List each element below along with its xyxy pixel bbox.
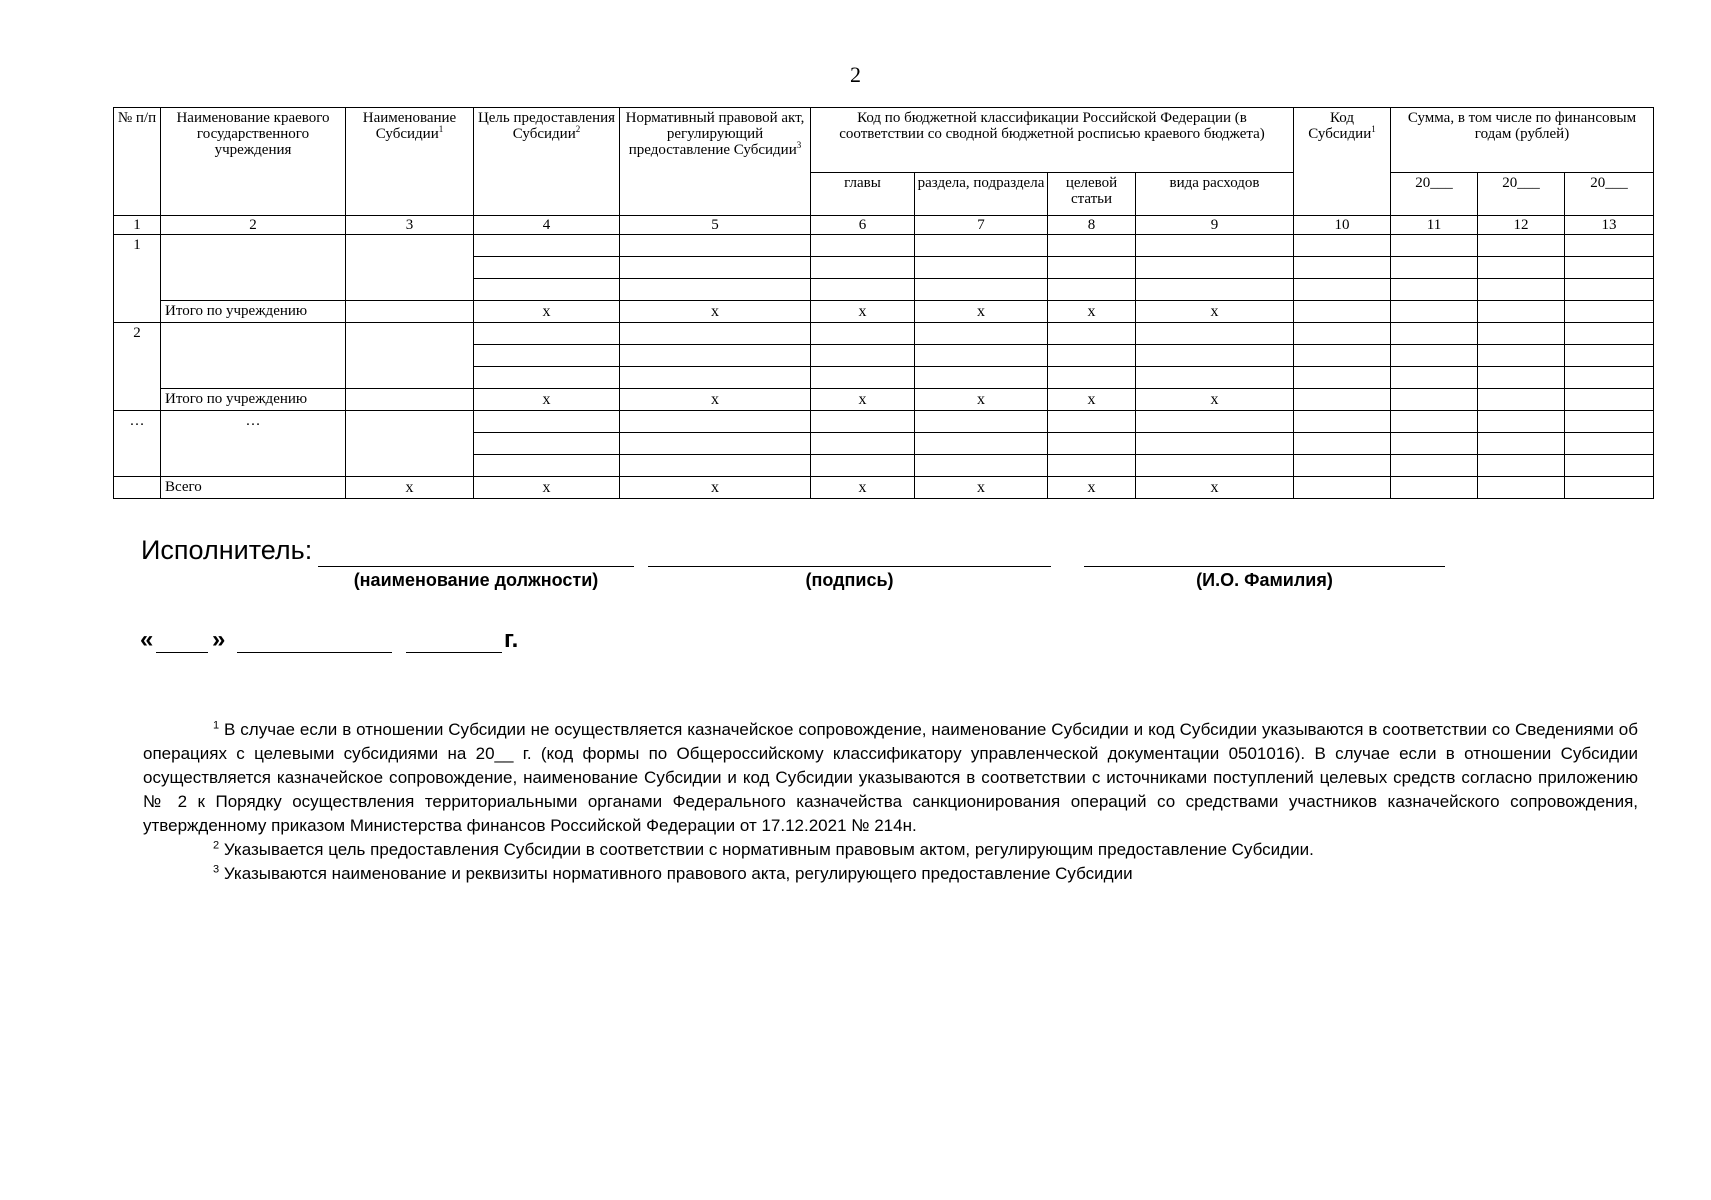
header-year-2: 20___ (1478, 173, 1565, 216)
subsidy-name-cell (346, 411, 474, 477)
close-quote: » (212, 626, 226, 653)
header-section: раздела, подраздела (915, 173, 1048, 216)
day-line (156, 652, 208, 653)
column-number: 10 (1294, 216, 1391, 235)
itogo-label: Итого по учреждению (161, 389, 346, 411)
institution-cell (161, 323, 346, 389)
column-number: 13 (1565, 216, 1654, 235)
cross-mark: x (1048, 477, 1136, 499)
cross-mark: x (915, 389, 1048, 411)
column-number: 6 (811, 216, 915, 235)
footnotes (143, 718, 1638, 886)
vsego-label: Всего (161, 477, 346, 499)
cross-mark: x (811, 477, 915, 499)
table-row (114, 411, 1654, 433)
column-number: 8 (1048, 216, 1136, 235)
header-budget-code: Код по бюджетной классификации Российской Федерации (в соответствии со сводной бюджетной росписью краевого бюджета) (811, 108, 1294, 173)
cross-mark: x (1048, 389, 1136, 411)
cross-mark: x (620, 477, 811, 499)
date-line (140, 626, 560, 656)
header-year-3: 20___ (1565, 173, 1654, 216)
cross-mark: x (1048, 301, 1136, 323)
column-number: 7 (915, 216, 1048, 235)
position-line (318, 566, 634, 567)
name-line (1084, 566, 1445, 567)
header-year-1: 20___ (1391, 173, 1478, 216)
cross-mark: x (620, 389, 811, 411)
vsego-row (114, 477, 1654, 499)
cross-mark: x (1136, 301, 1294, 323)
header-subsidy-name: Наименование Субсидии$^1$ (346, 108, 474, 216)
column-number: 5 (620, 216, 811, 235)
itogo-label: Итого по учреждению (161, 301, 346, 323)
cross-mark: x (1136, 477, 1294, 499)
row-number: 1 (114, 235, 161, 323)
month-line (237, 652, 392, 653)
institution-cell: … (161, 411, 346, 477)
cross-mark: x (474, 389, 620, 411)
cross-mark: x (474, 301, 620, 323)
cross-mark: x (620, 301, 811, 323)
footnote-3: $^3$ Указываются наименование и реквизиты нормативного правового акта, регулирующего предоставление Субсидии (213, 863, 1133, 883)
header-purpose: Цель предоставления Субсидии$^2$ (474, 108, 620, 216)
cross-mark: x (915, 301, 1048, 323)
column-number: 2 (161, 216, 346, 235)
row-number: 2 (114, 323, 161, 411)
row-number: … (114, 411, 161, 477)
header-institution: Наименование краевого государственного учреждения (161, 108, 346, 216)
cross-mark: x (346, 477, 474, 499)
header-sum: Сумма, в том числе по финансовым годам (рублей) (1391, 108, 1654, 173)
position-caption: (наименование должности) (353, 570, 599, 590)
table-row (114, 323, 1654, 345)
table-row (114, 235, 1654, 257)
footnote-1: $^1$ В случае если в отношении Субсидии не осуществляется казначейское сопровождение, наименование Субсидии и код Субсидии указываются в соответствии со Сведениями об операциях с целевыми субсидиями на 20__ г. (код формы по Общероссийскому классификатору управленческой документации 0501016). В случае если в отношении Субсидии осуществляется казначейское сопровождение, наименование Субсидии и код Субсидии указываются в соответствии с источниками поступлений целевых средств согласно приложению № 2 к Порядку осуществления территориальными органами Федерального казначейства санкционирования операций со средствами участников казначейского сопровождения, утвержденному приказом Министерства финансов Российской Федерации от 17.12.2021 № 214н. (143, 719, 1638, 835)
column-number: 11 (1391, 216, 1478, 235)
subsidy-name-cell (346, 323, 474, 389)
column-number: 12 (1478, 216, 1565, 235)
column-number: 4 (474, 216, 620, 235)
header-expense-type: вида расходов (1136, 173, 1294, 216)
executor-label: Исполнитель: (141, 535, 313, 565)
itogo-row (114, 389, 1654, 411)
cross-mark: x (474, 477, 620, 499)
header-subsidy-code: Код Субсидии$^1$ (1294, 108, 1391, 216)
page-number: 2 (850, 62, 861, 87)
institution-cell (161, 235, 346, 301)
cross-mark: x (1136, 389, 1294, 411)
signature-line (648, 566, 1051, 567)
year-suffix: г. (504, 626, 519, 653)
subsidy-name-cell (346, 235, 474, 301)
column-number: 9 (1136, 216, 1294, 235)
header-num: № п/п (114, 108, 161, 216)
footnote-2: $^2$ Указывается цель предоставления Субсидии в соответствии с нормативным правовым актом, регулирующим предоставление Субсидии. (213, 839, 1314, 859)
header-chapter: главы (811, 173, 915, 216)
subsidy-table (113, 107, 1654, 499)
column-number: 1 (114, 216, 161, 235)
cross-mark: x (811, 301, 915, 323)
cross-mark: x (811, 389, 915, 411)
header-target: целевой статьи (1048, 173, 1136, 216)
open-quote: « (140, 626, 154, 653)
signature-caption: (подпись) (805, 570, 894, 590)
itogo-row (114, 301, 1654, 323)
name-caption: (И.О. Фамилия) (1196, 570, 1333, 590)
column-number: 3 (346, 216, 474, 235)
header-legal-act: Нормативный правовой акт, регулирующий предоставление Субсидии$^3$ (620, 108, 811, 216)
cross-mark: x (915, 477, 1048, 499)
year-line (406, 652, 502, 653)
